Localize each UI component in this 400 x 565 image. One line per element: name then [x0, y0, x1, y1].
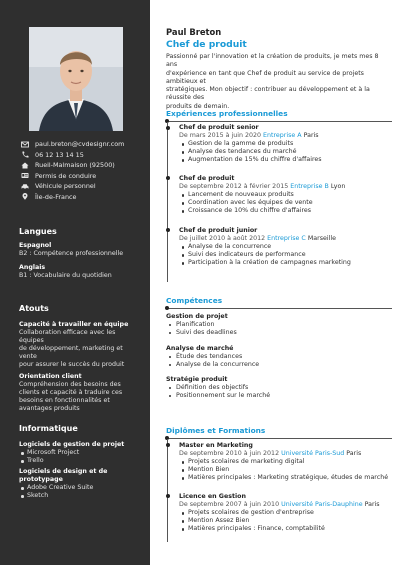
experience-tasks: [179, 140, 393, 164]
intro-line: stratégiques. Mon objectif : contribuer au développement et à la réussite des: [166, 86, 370, 102]
experiences-rule: [166, 121, 392, 122]
informatique-list: [19, 441, 141, 500]
contact-email[interactable]: [20, 139, 145, 149]
formation-detail: Projets scolaires de marketing digital: [179, 458, 393, 466]
experience-entry: [179, 175, 393, 215]
formations-timeline: [167, 439, 168, 542]
car-icon: [20, 183, 29, 190]
intro-line: Passionné par l'innovation et la création de produits, je mets mes 8 ans: [166, 53, 379, 69]
task-item: Analyse de la concurrence: [179, 243, 393, 251]
experience-period: De septembre 2012 à février 2015: [179, 183, 289, 190]
experience-meta: [179, 235, 393, 243]
phone-icon: [20, 151, 29, 158]
formations-title: Diplômes et Formations: [166, 426, 266, 435]
skill-item: Planification: [166, 321, 386, 329]
timeline-dot: [166, 176, 170, 180]
envelope-icon: [20, 141, 29, 148]
atout-desc-line: besoins en fonctionnalités et: [19, 397, 110, 404]
experience-company[interactable]: Entreprise C: [267, 235, 306, 242]
skill-group: [166, 376, 386, 400]
atout-desc-line: de développement, marketing et vente: [19, 345, 123, 360]
contact-region: [20, 192, 145, 202]
job-title: Chef de produit: [166, 39, 247, 50]
atout-name: Capacité à travailler en équipe: [19, 321, 129, 328]
experience-tasks: [179, 243, 393, 267]
location-pin-icon: [20, 193, 29, 200]
timeline-dot: [166, 494, 170, 498]
formation-detail: Matières principales : Marketing stratégique, études de marché: [179, 474, 393, 482]
formation-degree: Master en Marketing: [179, 442, 253, 449]
contact-license-text: Permis de conduire: [35, 171, 97, 180]
software-item: Sketch: [19, 492, 141, 500]
informatique-title: Informatique: [19, 424, 78, 433]
task-item: Suivi des indicateurs de performance: [179, 251, 393, 259]
software-group-name: Logiciels de gestion de projet: [19, 441, 125, 448]
sidebar: [0, 0, 150, 565]
langue-name: Anglais: [19, 264, 46, 271]
experience-meta: [179, 183, 393, 191]
software-item: Trello: [19, 457, 141, 465]
formations-rule: [166, 438, 392, 439]
software-item: Adobe Creative Suite: [19, 484, 141, 492]
experience-entry: [179, 227, 393, 267]
intro-line: d'expérience en tant que Chef de produit au service de projets ambitieux et: [166, 69, 364, 85]
skill-group-name: Gestion de projet: [166, 313, 228, 320]
experiences-title: Expériences professionnelles: [166, 109, 288, 118]
formation-period: De septembre 2007 à juin 2010: [179, 501, 280, 508]
skill-item: Définition des objectifs: [166, 384, 386, 392]
home-icon: [20, 162, 29, 169]
langue-name: Espagnol: [19, 242, 52, 249]
contact-region-text: Île-de-France: [35, 192, 77, 201]
langues-title: Langues: [19, 227, 57, 236]
contact-address: [20, 160, 145, 170]
skill-item: Suivi des deadlines: [166, 329, 386, 337]
formation-city: Paris: [364, 501, 380, 508]
atout-desc-line: Collaboration efficace avec les équipes: [19, 329, 116, 344]
formation-details: [179, 458, 393, 482]
skill-item: Étude des tendances: [166, 353, 386, 361]
skill-list: [166, 384, 386, 400]
formation-period: De septembre 2010 à juin 2012: [179, 450, 280, 457]
profile-photo: [29, 27, 123, 131]
experience-period: De mars 2015 à juin 2020: [179, 132, 261, 139]
task-item: Augmentation de 15% du chiffre d'affaires: [179, 156, 393, 164]
skill-group: [166, 313, 386, 337]
experience-meta: [179, 132, 393, 140]
atout-desc-line: clients et capacité à traduire ces: [19, 389, 123, 396]
task-item: Gestion de la gamme de produits: [179, 140, 393, 148]
contact-vehicle: [20, 181, 145, 191]
formation-detail: Matières principales : Finance, comptabilité: [179, 525, 393, 533]
atouts-list: [19, 321, 141, 413]
experience-city: Paris: [303, 132, 319, 139]
competences-rule: [166, 308, 392, 309]
profile-photo-illustration: [29, 27, 123, 131]
langue-level: B1 : Vocabulaire du quotidien: [19, 272, 112, 279]
skill-item: Positionnement sur le marché: [166, 392, 386, 400]
formation-entry: [179, 442, 393, 482]
contact-address-text: Rueil-Malmaison (92500): [35, 161, 115, 170]
formation-detail: Mention Bien: [179, 466, 393, 474]
skill-list: [166, 321, 386, 337]
software-group-name: Logiciels de design et de: [19, 468, 108, 475]
atout-desc-line: avantages produits: [19, 405, 80, 412]
contact-email-text: paul.breton@cvdesignr.com: [35, 140, 125, 149]
contact-license: [20, 171, 145, 181]
contact-phone-text: 06 12 13 14 15: [35, 150, 84, 159]
skill-group: [166, 345, 386, 369]
task-item: Croissance de 10% du chiffre d'affaires: [179, 207, 393, 215]
langue-level: B2 : Compétence professionnelle: [19, 250, 124, 257]
experience-role: Chef de produit junior: [179, 227, 258, 234]
candidate-name: Paul Breton: [166, 27, 222, 37]
experience-company[interactable]: Entreprise B: [290, 183, 329, 190]
skill-item: Analyse de la concurrence: [166, 361, 386, 369]
formation-details: [179, 509, 393, 533]
formation-degree: Licence en Gestion: [179, 493, 246, 500]
main-content: [150, 0, 400, 565]
software-item: Microsoft Project: [19, 449, 141, 457]
experience-city: Lyon: [330, 183, 346, 190]
task-item: Participation à la création de campagnes marketing: [179, 259, 393, 267]
software-list: [19, 449, 141, 465]
experience-company[interactable]: Entreprise A: [263, 132, 302, 139]
skill-group-name: Stratégie produit: [166, 376, 228, 383]
formation-detail: Mention Assez Bien: [179, 517, 393, 525]
intro-line: produits de demain.: [166, 102, 230, 110]
contact-vehicle-text: Véhicule personnel: [35, 182, 96, 191]
timeline-dot: [166, 443, 170, 447]
experience-tasks: [179, 191, 393, 215]
formation-meta: [179, 450, 393, 458]
intro-paragraph: [166, 53, 388, 111]
formation-meta: [179, 501, 393, 509]
software-list: [19, 484, 141, 500]
timeline-dot: [166, 228, 170, 232]
formation-entry: [179, 493, 393, 533]
formation-school[interactable]: Université Paris-Sud: [281, 450, 345, 457]
langues-list: [19, 242, 141, 280]
software-group-name: prototypage: [19, 476, 63, 483]
skill-list: [166, 353, 386, 369]
skill-group-name: Analyse de marché: [166, 345, 234, 352]
experience-entry: [179, 124, 393, 164]
contact-list: [20, 139, 145, 202]
rule-dot: [165, 306, 169, 310]
experiences-timeline: [167, 122, 168, 282]
competences-title: Compétences: [166, 296, 223, 305]
experience-role: Chef de produit senior: [179, 124, 259, 131]
formation-school[interactable]: Université Paris-Dauphine: [281, 501, 363, 508]
atout-desc-line: Compréhension des besoins des: [19, 381, 121, 388]
experience-city: Marseille: [307, 235, 337, 242]
task-item: Lancement de nouveaux produits: [179, 191, 393, 199]
contact-phone[interactable]: [20, 150, 145, 160]
formation-city: Paris: [346, 450, 362, 457]
id-card-icon: [20, 172, 29, 179]
atout-desc-line: pour assurer le succès du produit: [19, 361, 125, 368]
experience-period: De juillet 2010 à août 2012: [179, 235, 266, 242]
timeline-dot: [166, 126, 170, 130]
atouts-title: Atouts: [19, 304, 49, 313]
task-item: Analyse des tendances du marché: [179, 148, 393, 156]
atout-name: Orientation client: [19, 373, 82, 380]
formation-detail: Projets scolaires de gestion d'entreprise: [179, 509, 393, 517]
task-item: Coordination avec les équipes de vente: [179, 199, 393, 207]
experience-role: Chef de produit: [179, 175, 235, 182]
